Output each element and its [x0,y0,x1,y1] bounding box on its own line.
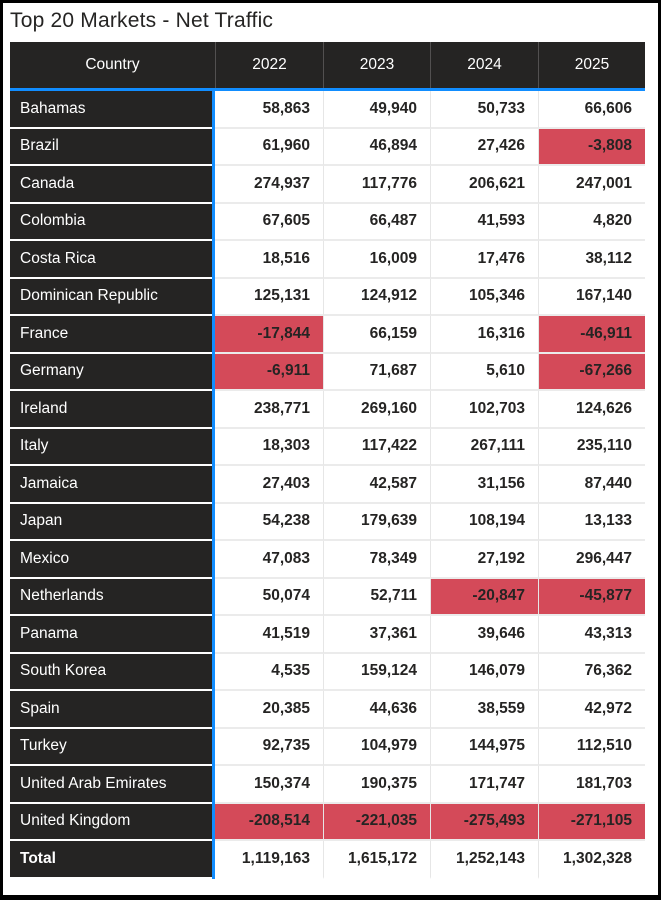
value-cell: 46,894 [323,129,430,167]
value-cell: 41,519 [215,616,323,654]
country-cell: United Arab Emirates [10,766,215,804]
value-cell: 108,194 [430,504,538,542]
value-cell: 42,587 [323,466,430,504]
value-cell: 66,159 [323,316,430,354]
value-cell: -3,808 [538,129,645,167]
value-cell: 52,711 [323,579,430,617]
value-cell: 1,302,328 [538,841,645,879]
value-cell: 39,646 [430,616,538,654]
value-cell: 20,385 [215,691,323,729]
value-cell: 47,083 [215,541,323,579]
table-row[interactable] [10,804,645,842]
value-cell: -208,514 [215,804,323,842]
value-cell: -221,035 [323,804,430,842]
value-cell: 18,303 [215,429,323,467]
value-cell: 27,403 [215,466,323,504]
country-cell: Netherlands [10,579,215,617]
value-cell: 1,252,143 [430,841,538,879]
value-cell: 117,422 [323,429,430,467]
value-cell: 235,110 [538,429,645,467]
value-cell: 150,374 [215,766,323,804]
value-cell: 16,009 [323,241,430,279]
value-cell: -17,844 [215,316,323,354]
country-cell: Japan [10,504,215,542]
value-cell: 117,776 [323,166,430,204]
table-row[interactable] [10,504,645,542]
table-body [10,91,645,879]
value-cell: 167,140 [538,279,645,317]
value-cell: 124,626 [538,391,645,429]
value-cell: 159,124 [323,654,430,692]
value-cell: -275,493 [430,804,538,842]
value-cell: 146,079 [430,654,538,692]
header-cell-country[interactable]: Country [85,56,140,73]
value-cell: 171,747 [430,766,538,804]
country-cell: Brazil [10,129,215,167]
country-cell: Canada [10,166,215,204]
country-cell: United Kingdom [10,804,215,842]
table-header [10,42,645,88]
table-row[interactable] [10,466,645,504]
country-cell: Bahamas [10,91,215,129]
value-cell: 112,510 [538,729,645,767]
country-cell: Panama [10,616,215,654]
table-row[interactable] [10,91,645,129]
value-cell: 78,349 [323,541,430,579]
value-cell: 71,687 [323,354,430,392]
value-cell: 269,160 [323,391,430,429]
value-cell: 144,975 [430,729,538,767]
country-cell: Costa Rica [10,241,215,279]
table-row[interactable] [10,241,645,279]
value-cell: 247,001 [538,166,645,204]
column-accent-line [212,91,215,879]
value-cell: 1,119,163 [215,841,323,879]
country-cell: Dominican Republic [10,279,215,317]
page-title: Top 20 Markets - Net Traffic [10,9,274,32]
value-cell: 49,940 [323,91,430,129]
table-row[interactable] [10,129,645,167]
header-cell-2022[interactable]: 2022 [215,42,323,88]
value-cell: 61,960 [215,129,323,167]
table-row[interactable] [10,729,645,767]
table-row[interactable] [10,391,645,429]
value-cell: 41,593 [430,204,538,242]
value-cell: 296,447 [538,541,645,579]
value-cell: 66,487 [323,204,430,242]
value-cell: 17,476 [430,241,538,279]
value-cell: 274,937 [215,166,323,204]
country-cell: Turkey [10,729,215,767]
header-cell-2024[interactable]: 2024 [430,42,538,88]
value-cell: 13,133 [538,504,645,542]
country-cell: Italy [10,429,215,467]
value-cell: 238,771 [215,391,323,429]
value-cell: -67,266 [538,354,645,392]
table-row[interactable] [10,166,645,204]
value-cell: -45,877 [538,579,645,617]
country-cell: France [10,316,215,354]
country-cell: Colombia [10,204,215,242]
country-cell: South Korea [10,654,215,692]
value-cell: -46,911 [538,316,645,354]
value-cell: 44,636 [323,691,430,729]
header-cell-2025[interactable]: 2025 [538,42,645,88]
value-cell: 66,606 [538,91,645,129]
value-cell: 27,192 [430,541,538,579]
value-cell: 5,610 [430,354,538,392]
value-cell: 38,112 [538,241,645,279]
table-row[interactable] [10,204,645,242]
value-cell: 105,346 [430,279,538,317]
value-cell: 54,238 [215,504,323,542]
table-row[interactable] [10,766,645,804]
value-cell: 102,703 [430,391,538,429]
table-row[interactable] [10,541,645,579]
value-cell: 1,615,172 [323,841,430,879]
table-row[interactable] [10,429,645,467]
value-cell: 38,559 [430,691,538,729]
value-cell: 50,733 [430,91,538,129]
value-cell: 206,621 [430,166,538,204]
country-cell: Jamaica [10,466,215,504]
value-cell: 87,440 [538,466,645,504]
value-cell: 37,361 [323,616,430,654]
country-cell: Ireland [10,391,215,429]
value-cell: 50,074 [215,579,323,617]
value-cell: -20,847 [430,579,538,617]
country-cell: Total [10,841,215,879]
value-cell: 43,313 [538,616,645,654]
value-cell: 4,535 [215,654,323,692]
value-cell: 125,131 [215,279,323,317]
value-cell: 67,605 [215,204,323,242]
value-cell: 27,426 [430,129,538,167]
header-cell-2023[interactable]: 2023 [323,42,430,88]
value-cell: 4,820 [538,204,645,242]
value-cell: 18,516 [215,241,323,279]
table-row[interactable] [10,579,645,617]
table-row[interactable] [10,691,645,729]
value-cell: 267,111 [430,429,538,467]
value-cell: 124,912 [323,279,430,317]
table-row[interactable] [10,654,645,692]
table-row[interactable] [10,316,645,354]
value-cell: 31,156 [430,466,538,504]
value-cell: 76,362 [538,654,645,692]
value-cell: 104,979 [323,729,430,767]
value-cell: 179,639 [323,504,430,542]
country-cell: Mexico [10,541,215,579]
value-cell: -6,911 [215,354,323,392]
table-row[interactable] [10,616,645,654]
value-cell: 92,735 [215,729,323,767]
total-row[interactable] [10,841,645,879]
value-cell: 16,316 [430,316,538,354]
value-cell: 58,863 [215,91,323,129]
value-cell: 42,972 [538,691,645,729]
country-cell: Spain [10,691,215,729]
table-row[interactable] [10,354,645,392]
value-cell: -271,105 [538,804,645,842]
data-table [10,42,645,879]
value-cell: 181,703 [538,766,645,804]
table-row[interactable] [10,279,645,317]
country-cell: Germany [10,354,215,392]
value-cell: 190,375 [323,766,430,804]
